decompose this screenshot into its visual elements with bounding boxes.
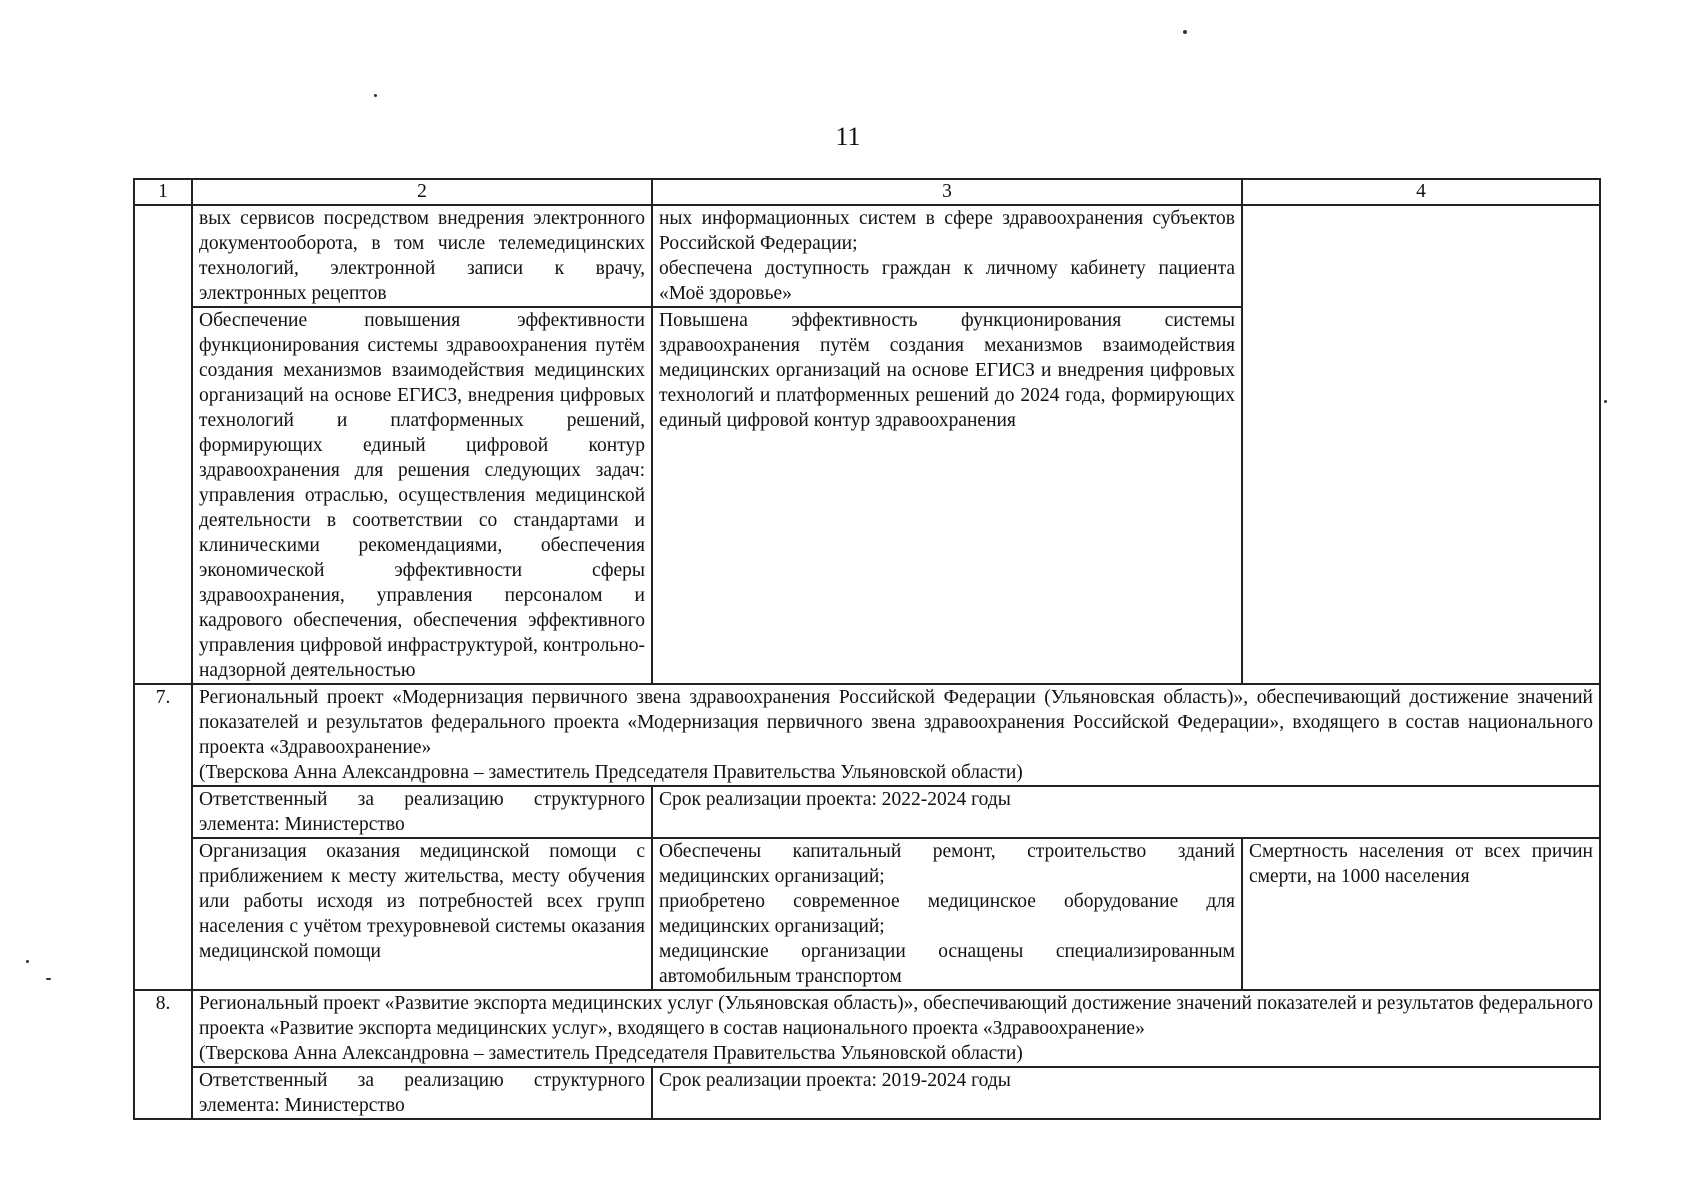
project-title: Региональный проект «Модернизация первичного звена здравоохранения Российской Федерации (Ульяновская область)», обеспечивающий достижение значений показателей и результатов федерального проекта «Модернизация первичного звена здравоохранения Российской Федерации», входящего в состав национального проекта «Здравоохранение» xyxy=(199,687,1593,758)
result-cell xyxy=(652,205,1242,307)
term-cell: Срок реализации проекта: 2019-2024 годы xyxy=(652,1067,1600,1119)
table-row xyxy=(134,838,1600,990)
scan-speck xyxy=(374,94,377,97)
project-number: 7. xyxy=(134,684,192,990)
project-title-row xyxy=(134,684,1600,786)
scan-speck xyxy=(1183,30,1187,34)
scan-speck xyxy=(1604,400,1607,403)
project-title-cell xyxy=(192,684,1600,786)
scan-speck xyxy=(46,978,51,980)
responsible-cell: Ответственный за реализацию структурного элемента: Министерство xyxy=(192,786,652,838)
row-number-cell xyxy=(134,205,192,684)
project-number: 8. xyxy=(134,990,192,1119)
result-line: приобретено современное медицинское оборудование для медицинских организаций; xyxy=(659,891,1235,937)
task-cell: Организация оказания медицинской помощи с приближением к месту жительства, месту обучения или работы исходя из потребностей всех групп населения с учётом трехуровневой системы оказания медицинской помощи xyxy=(192,838,652,990)
term-cell: Срок реализации проекта: 2022-2024 годы xyxy=(652,786,1600,838)
project-title: Региональный проект «Развитие экспорта медицинских услуг (Ульяновская область)», обеспечивающий достижение значений показателей и результатов федерального проекта «Развитие экспорта медицинских услуг», входящего в состав национального проекта «Здравоохранение» xyxy=(199,993,1593,1039)
project-curator: (Тверскова Анна Александровна – заместитель Председателя Правительства Ульяновской области) xyxy=(199,762,1023,783)
table-row xyxy=(134,1067,1600,1119)
indicator-cell: Смертность населения от всех причин смерти, на 1000 населения xyxy=(1242,838,1600,990)
result-cell xyxy=(652,838,1242,990)
page-number: 11 xyxy=(835,122,861,151)
responsible-cell: Ответственный за реализацию структурного элемента: Министерство xyxy=(192,1067,652,1119)
column-header-1: 1 xyxy=(134,179,192,205)
task-cell: Обеспечение повышения эффективности функционирования системы здравоохранения путём создания механизмов взаимодействия медицинских организаций на основе ЕГИСЗ, внедрения цифровых технологий и платформенных решений, формирующих единый цифровой контур здравоохранения для решения следующих задач: управления отраслью, осуществления медицинской деятельности в соответствии со стандартами и клиническими рекомендациями, обеспечения экономической эффективности сферы здравоохранения, управления персоналом и кадрового обеспечения, обеспечения эффективного управления цифровой инфраструктурой, контрольно-надзорной деятельностью xyxy=(192,307,652,684)
result-line: медицинские организации оснащены специализированным автомобильным транспортом xyxy=(659,941,1235,987)
table-row xyxy=(134,786,1600,838)
indicator-cell xyxy=(1242,205,1600,684)
column-header-2: 2 xyxy=(192,179,652,205)
task-cell: вых сервисов посредством внедрения электронного документооборота, в том числе телемедицинских технологий, электронной записи к врачу, электронных рецептов xyxy=(192,205,652,307)
result-cell: Повышена эффективность функционирования системы здравоохранения путём создания механизмов взаимодействия медицинских организаций на основе ЕГИСЗ и внедрения цифровых технологий и платформенных решений до 2024 года, формирующих единый цифровой контур здравоохранения xyxy=(652,307,1242,684)
document-table xyxy=(133,178,1601,1120)
result-line: обеспечена доступность граждан к личному кабинету пациента «Моё здоровье» xyxy=(659,258,1235,304)
project-curator: (Тверскова Анна Александровна – заместитель Председателя Правительства Ульяновской области) xyxy=(199,1043,1023,1064)
result-line: Обеспечены капитальный ремонт, строительство зданий медицинских организаций; xyxy=(659,841,1235,887)
column-header-3: 3 xyxy=(652,179,1242,205)
table-header-row xyxy=(134,179,1600,205)
result-line: ных информационных систем в сфере здравоохранения субъектов Российской Федерации; xyxy=(659,208,1235,254)
scan-speck xyxy=(26,960,29,963)
project-title-cell xyxy=(192,990,1600,1067)
table-row xyxy=(134,205,1600,307)
column-header-4: 4 xyxy=(1242,179,1600,205)
project-title-row xyxy=(134,990,1600,1067)
